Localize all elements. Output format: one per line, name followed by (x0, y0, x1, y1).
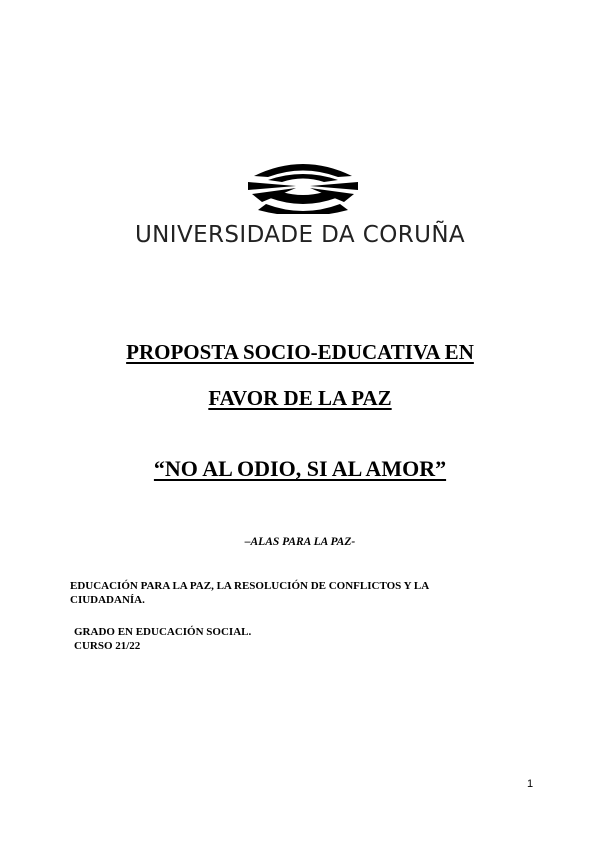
document-subtitle: “NO AL ODIO, SI AL AMOR” (153, 456, 447, 481)
degree-info (74, 625, 251, 653)
document-title-line-1: PROPOSTA SOCIO-EDUCATIVA EN (126, 340, 474, 364)
subject-name: EDUCACIÓN PARA LA PAZ, LA RESOLUCIÓN DE CONFLICTOS Y LA CIUDADANÍA. (70, 580, 429, 606)
udc-logo-icon (248, 158, 358, 214)
course-year: CURSO 21/22 (74, 640, 141, 652)
document-title-line-2: FAVOR DE LA PAZ (208, 386, 392, 410)
tagline: –ALAS PARA LA PAZ- (244, 536, 356, 548)
degree-name: GRADO EN EDUCACIÓN SOCIAL. (74, 626, 252, 638)
page-number: 1 (527, 778, 534, 790)
university-name: UNIVERSIDADE DA CORUÑA (134, 222, 466, 248)
